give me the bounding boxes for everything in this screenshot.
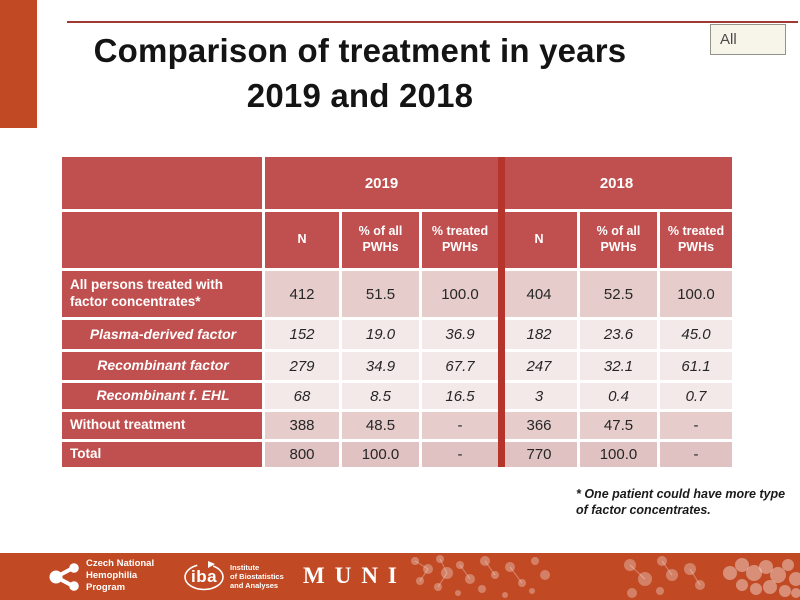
iba-line3: and Analyses [230, 581, 279, 590]
col-header-pct-treated-2018: % treated PWHs [660, 212, 732, 268]
footer-bar [0, 553, 800, 600]
table-cell: 52.5 [580, 271, 657, 317]
table-cell: 0.7 [660, 383, 732, 409]
filter-value: All [720, 31, 737, 48]
col-header-n-2018: N [501, 212, 577, 268]
col-header-n-2019: N [265, 212, 339, 268]
col-header-pct-treated-2019: % treated PWHs [422, 212, 498, 268]
table-cell: 34.9 [342, 352, 419, 380]
iba-line1: Institute [230, 563, 260, 572]
table-corner-cell-sub [62, 212, 262, 268]
table-cell: 100.0 [660, 271, 732, 317]
iba-abbr: iba [190, 566, 218, 586]
filter-dropdown[interactable] [710, 24, 786, 55]
footer-dots-decoration [400, 553, 800, 600]
title-underline [67, 21, 798, 23]
table-cell: 8.5 [342, 383, 419, 409]
chnp-logo-text [86, 558, 154, 594]
table-cell: 68 [265, 383, 339, 409]
table-cell: 45.0 [660, 320, 732, 349]
table-cell: - [660, 412, 732, 439]
iba-logo [181, 560, 227, 593]
table-cell: 182 [501, 320, 577, 349]
table-cell: - [422, 442, 498, 467]
col-header-pct-all-2018: % of all PWHs [580, 212, 657, 268]
year-divider-line [498, 157, 505, 467]
row-label-recombinant-factor: Recombinant factor [62, 352, 262, 380]
table-cell: - [660, 442, 732, 467]
muni-logo: MUNI [303, 563, 407, 588]
row-label-total: Total [62, 442, 262, 467]
table-cell: 100.0 [580, 442, 657, 467]
table-cell: 770 [501, 442, 577, 467]
row-label-all-persons-treated: All persons treated with factor concentrates* [62, 271, 262, 317]
table-cell: 48.5 [342, 412, 419, 439]
comparison-table [62, 157, 732, 467]
table-cell: 3 [501, 383, 577, 409]
iba-logo-text [230, 563, 284, 590]
table-corner-cell-top [62, 157, 262, 209]
table-cell: 800 [265, 442, 339, 467]
footnote-line1: * One patient could have more type [576, 487, 786, 501]
footnote [576, 486, 785, 518]
table-cell: 412 [265, 271, 339, 317]
table-cell: 19.0 [342, 320, 419, 349]
table-cell: 366 [501, 412, 577, 439]
table-cell: 404 [501, 271, 577, 317]
slide-title [60, 28, 660, 118]
row-label-recombinant-ehl: Recombinant f. EHL [62, 383, 262, 409]
table-cell: 36.9 [422, 320, 498, 349]
row-label-plasma-derived: Plasma-derived factor [62, 320, 262, 349]
table-cell: 16.5 [422, 383, 498, 409]
chnp-line1: Czech National [86, 558, 155, 569]
slide-title-line2: 2019 and 2018 [246, 77, 474, 114]
slide-title-line1: Comparison of treatment in years [93, 32, 627, 69]
table-cell: 152 [265, 320, 339, 349]
chnp-line2: Hemophilia [86, 570, 138, 581]
accent-corner-block [0, 0, 37, 128]
chnp-line3: Program [86, 582, 126, 593]
table-cell: 100.0 [422, 271, 498, 317]
table-cell: 100.0 [342, 442, 419, 467]
col-header-pct-all-2019: % of all PWHs [342, 212, 419, 268]
table-cell: 388 [265, 412, 339, 439]
table-cell: 279 [265, 352, 339, 380]
table-cell: 0.4 [580, 383, 657, 409]
year-header-2018: 2018 [501, 157, 732, 209]
row-label-without-treatment: Without treatment [62, 412, 262, 439]
table-cell: 23.6 [580, 320, 657, 349]
molecule-icon [46, 561, 84, 593]
table-cell: 47.5 [580, 412, 657, 439]
iba-line2: of Biostatistics [230, 572, 284, 581]
table-cell: 32.1 [580, 352, 657, 380]
footnote-line2: of factor concentrates. [576, 503, 711, 517]
table-cell: 67.7 [422, 352, 498, 380]
table-cell: 61.1 [660, 352, 732, 380]
table-cell: - [422, 412, 498, 439]
table-cell: 247 [501, 352, 577, 380]
table-cell: 51.5 [342, 271, 419, 317]
year-header-2019: 2019 [265, 157, 498, 209]
